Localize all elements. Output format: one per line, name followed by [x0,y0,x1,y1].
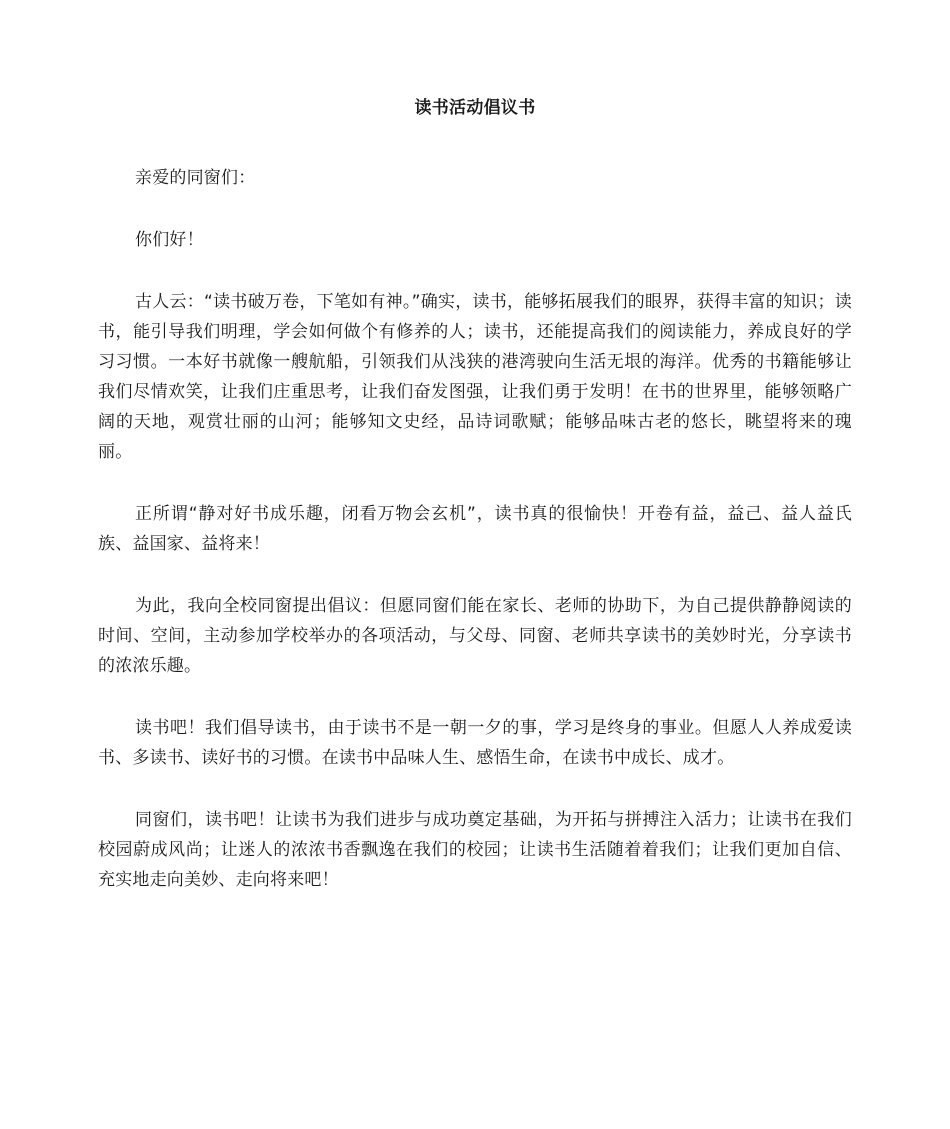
paragraph-2: 正所谓“静对好书成乐趣，闭看万物会玄机”，读书真的很愉快！开卷有益，益己、益人益氏族、益国家、益将来！ [98,504,852,554]
paragraph-1: 古人云：“读书破万卷，下笔如有神。”确实，读书，能够拓展我们的眼界，获得丰富的知识；读书，能引导我们明理，学会如何做个有修养的人；读书，还能提高我们的阅读能力，养成良好的学习习惯。一本好书就像一艘航船，引领我们从浅狭的港湾驶向生活无垠的海洋。优秀的书籍能够让我们尽情欢笑，让我们庄重思考，让我们奋发图强，让我们勇于发明！在书的世界里，能够领略广阔的天地，观赏壮丽的山河；能够知文史经，品诗词歌赋；能够品味古老的悠长，眺望将来的瑰丽。 [98,292,852,462]
paragraph-3: 为此，我向全校同窗提出倡议：但愿同窗们能在家长、老师的协助下，为自己提供静静阅读的时间、空间，主动参加学校举办的各项活动，与父母、同窗、老师共享读书的美妙时光，分享读书的浓浓乐趣。 [98,596,852,676]
greeting: 你们好！ [135,230,204,250]
paragraph-5: 同窗们，读书吧！让读书为我们进步与成功奠定基础，为开拓与拼搏注入活力；让读书在我们校园蔚成风尚；让迷人的浓浓书香飘逸在我们的校园；让读书生活随着着我们；让我们更加自信、充实地走向美妙、走向将来吧！ [98,810,852,890]
paragraph-4: 读书吧！我们倡导读书，由于读书不是一朝一夕的事，学习是终身的事业。但愿人人养成爱读书、多读书、读好书的习惯。在读书中品味人生、感悟生命，在读书中成长、成才。 [98,718,852,768]
salutation: 亲爱的同窗们： [135,168,256,188]
document-page [98,93,852,927]
document-title: 读书活动倡议书 [414,98,536,118]
